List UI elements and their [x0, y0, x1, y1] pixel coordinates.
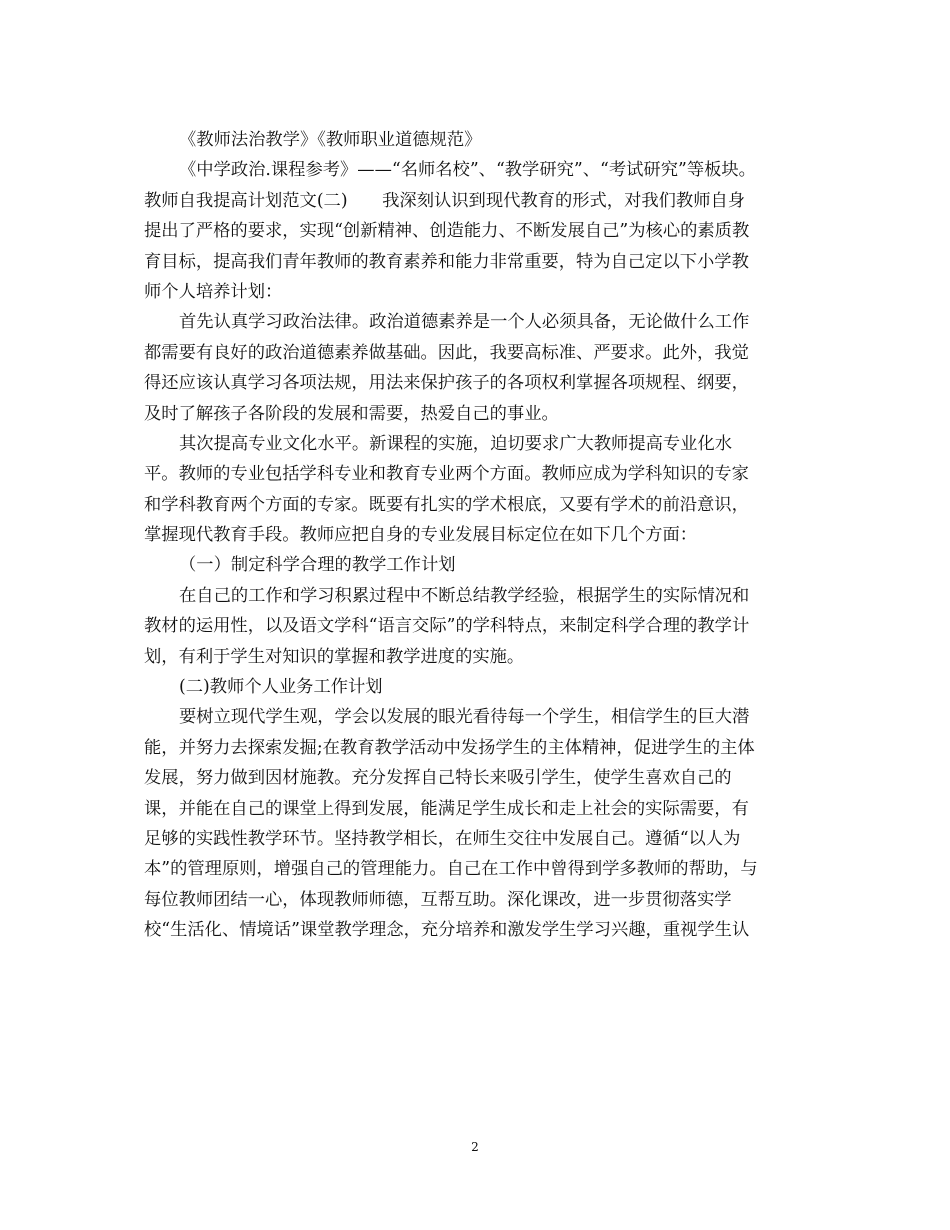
text-line: 课，并能在自己的课堂上得到发展，能满足学生成长和走上社会的实际需要，有	[144, 798, 749, 819]
text-line: 划，有利于学生对知识的掌握和教学进度的实施。	[144, 646, 525, 667]
text-line: 及时了解孩子各阶段的发展和需要，热爱自己的事业。	[144, 403, 559, 424]
text-line: 都需要有良好的政治道德素养做基础。因此，我要高标准、严要求。此外，我觉	[144, 342, 749, 363]
text-line: 师个人培养计划：	[144, 281, 283, 302]
text-line: 其次提高专业文化水平。新课程的实施，迫切要求广大教师提高专业化水	[179, 433, 733, 454]
text-line: 平。教师的专业包括学科专业和教育专业两个方面。教师应成为学科知识的专家	[144, 464, 749, 485]
document-body	[144, 125, 809, 946]
text-line: 得还应该认真学习各项法规，用法来保护孩子的各项权利掌握各项规程、纲要，	[144, 373, 749, 394]
text-line: 《教师法治教学》《教师职业道德规范》	[179, 130, 482, 150]
text-line: 足够的实践性教学环节。坚持教学相长，在师生交往中发展自己。遵循“以人为	[144, 828, 741, 849]
text-line: 能，并努力去探索发掘;在教育教学活动中发扬学生的主体精神，促进学生的主体	[144, 737, 755, 758]
text-line: 和学科教育两个方面的专家。既要有扎实的学术根底，又要有学术的前沿意识，	[144, 494, 749, 515]
text-line: 首先认真学习政治法律。政治道德素养是一个人必须具备，无论做什么工作	[179, 312, 750, 333]
text-line: 教师自我提高计划范文(二) 我深刻认识到现代教育的形式，对我们教师自身	[144, 190, 746, 211]
text-line: 《中学政治.课程参考》——“名师名校”、“教学研究”、“考试研究”等板块。	[179, 160, 756, 181]
text-line: 本”的管理原则，增强自己的管理能力。自己在工作中曾得到学多教师的帮助，与	[144, 859, 758, 880]
text-line: 在自己的工作和学习积累过程中不断总结教学经验，根据学生的实际情况和	[179, 585, 750, 606]
text-line: 每位教师团结一心，体现教师师德，互帮互助。深化课改，进一步贯彻落实学	[144, 889, 732, 910]
text-line: 育目标，提高我们青年教师的教育素养和能力非常重要，特为自己定以下小学教	[144, 251, 749, 272]
text-line: 教材的运用性，以及语文学科“语言交际”的学科特点，来制定科学合理的教学计	[144, 616, 750, 637]
text-line: (二)教师个人业务工作计划	[179, 677, 383, 698]
text-line: 要树立现代学生观，学会以发展的眼光看待每一个学生，相信学生的巨大潜	[179, 707, 750, 728]
text-line: 提出了严格的要求，实现“创新精神、创造能力、不断发展自己”为核心的素质教	[144, 221, 750, 242]
text-line: （一）制定科学合理的教学工作计划	[179, 555, 456, 576]
text-line: 发展，努力做到因材施教。充分发挥自己特长来吸引学生，使学生喜欢自己的	[144, 768, 732, 789]
page-number: 2	[471, 1140, 479, 1154]
text-line: 掌握现代教育手段。教师应把自身的专业发展目标定位在如下几个方面：	[144, 525, 698, 546]
text-line: 校“生活化、情境话”课堂教学理念，充分培养和激发学生学习兴趣，重视学生认	[144, 920, 750, 941]
